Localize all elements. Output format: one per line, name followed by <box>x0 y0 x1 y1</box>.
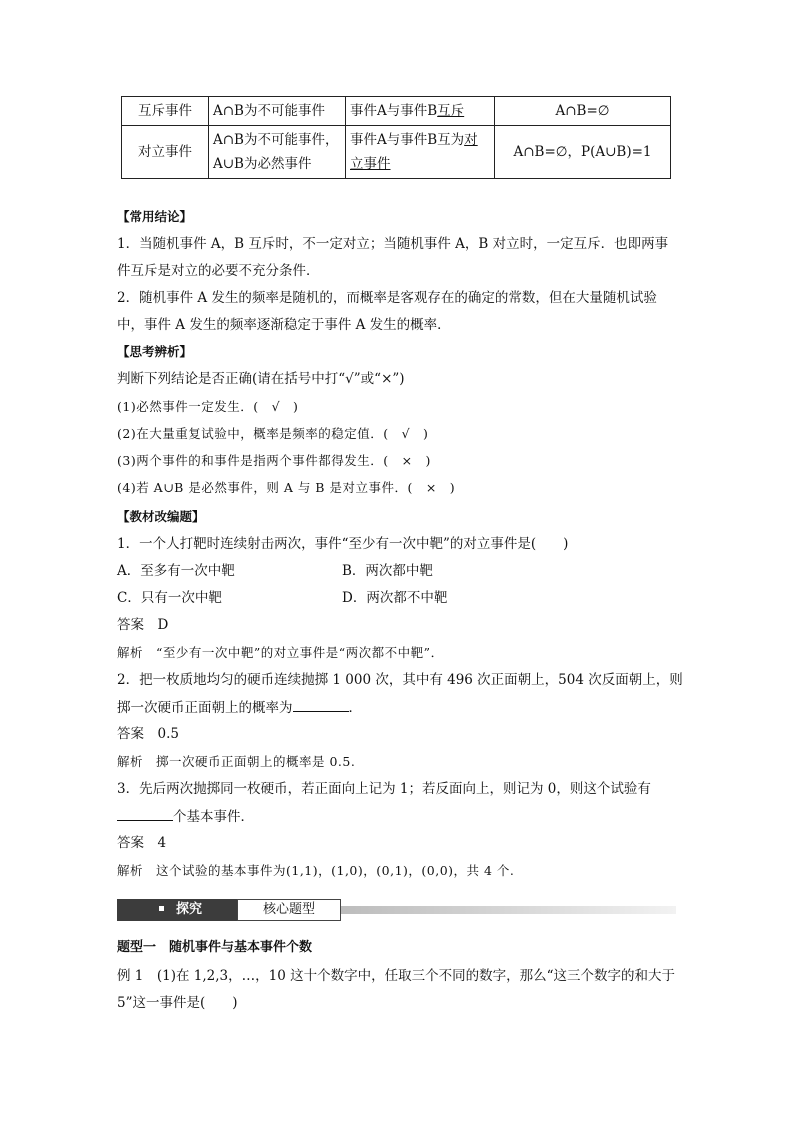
table-cell <box>122 97 209 126</box>
paragraph-line: 中，事件 A 发生的频率逐渐稳定于事件 A 发生的概率． <box>117 317 451 333</box>
judge-item: (3)两个事件的和事件是指两个事件都得发生．( × ) <box>117 453 431 468</box>
option-b: B．两次都中靶 <box>342 563 433 579</box>
table-cell <box>209 126 346 179</box>
section-banner <box>117 899 676 921</box>
option-c: C．只有一次中靶 <box>117 590 222 606</box>
banner-text: 探究 <box>176 902 203 917</box>
question-1: 1．一个人打靶时连续射击两次，事件“至少有一次中靶”的对立事件是( ) <box>117 536 569 552</box>
paragraph-line: 件互斥是对立的必要不充分条件． <box>117 263 320 279</box>
table-cell <box>122 126 209 179</box>
judge-item: (4)若 A∪B 是必然事件，则 A 与 B 是对立事件．( × ) <box>117 480 456 495</box>
banner-label-light: 核心题型 <box>237 899 341 921</box>
answer: 答案 D <box>117 617 169 633</box>
paragraph-line: 1．当随机事件 A，B 互斥时，不一定对立；当随机事件 A，B 对立时，一定互斥．也即两事 <box>117 236 669 252</box>
question-2: 2．把一枚质地均匀的硬币连续抛掷 1 000 次，其中有 496 次正面朝上，504 次反面朝上，则 <box>117 672 683 688</box>
event-relation-table <box>121 96 671 179</box>
square-icon <box>159 906 164 911</box>
cell-text: A∩B=∅ <box>555 103 610 119</box>
section-header-textbook: 【教材改编题】 <box>117 509 205 524</box>
question-3: 3．先后两次抛掷同一枚硬币，若正面向上记为 1；若反面向上，则记为 0，则这个试验有 <box>117 781 651 797</box>
cell-text: A∪B为必然事件 <box>213 156 312 172</box>
topic-title: 题型一 随机事件与基本事件个数 <box>117 940 313 955</box>
example-line: 例 1 (1)在 1,2,3，…，10 这十个数字中，任取三个不同的数字，那么“这三个数字的和大于 <box>117 968 676 984</box>
judge-item: (2)在大量重复试验中，概率是频率的稳定值．( √ ) <box>117 426 429 441</box>
option-d: D．两次都不中靶 <box>342 590 448 606</box>
cell-text: 事件A与事件B <box>350 103 438 119</box>
table-row <box>122 97 671 126</box>
cell-text: 对 <box>464 132 478 148</box>
cell-text: 互斥事件 <box>138 103 192 119</box>
analysis: 解析 掷一次硬币正面朝上的概率是 0.5. <box>117 754 356 769</box>
paragraph-line: 判断下列结论是否正确(请在括号中打“√”或“×”) <box>117 371 405 387</box>
section-header-conclusions: 【常用结论】 <box>117 209 193 224</box>
table-cell <box>495 126 671 179</box>
example-line: 5”这一事件是( ) <box>117 995 238 1011</box>
cell-text: A∩B为不可能事件 <box>213 103 325 119</box>
question-3-line2 <box>117 806 254 827</box>
analysis: 解析 “至少有一次中靶”的对立事件是“两次都不中靶”． <box>117 645 444 660</box>
cell-text: A∩B为不可能事件， <box>213 132 339 148</box>
table-cell <box>346 97 495 126</box>
table-cell <box>346 126 495 179</box>
analysis: 解析 这个试验的基本事件为(1,1)，(1,0)，(0,1)，(0,0)，共 4 个. <box>117 863 515 878</box>
question-text: 掷一次硬币正面朝上的概率为 <box>117 700 293 716</box>
answer-blank <box>293 697 349 712</box>
question-text: ． <box>348 700 362 716</box>
cell-text: 对立事件 <box>138 144 192 160</box>
section-header-thinking: 【思考辨析】 <box>117 344 193 359</box>
table-row <box>122 126 671 179</box>
table-cell <box>495 97 671 126</box>
cell-text: 事件A与事件B互为 <box>350 132 465 148</box>
question-2-line2 <box>117 697 362 718</box>
cell-text: A∩B=∅，P(A∪B)=1 <box>513 144 652 160</box>
option-a: A．至多有一次中靶 <box>117 563 235 579</box>
paragraph-line: 2．随机事件 A 发生的频率是随机的，而概率是客观存在的确定的常数，但在大量随机试验 <box>117 290 657 306</box>
answer-blank <box>117 806 173 821</box>
cell-text: 互斥 <box>437 103 465 119</box>
answer: 答案 0.5 <box>117 726 179 742</box>
table-cell <box>209 97 346 126</box>
banner-label-dark <box>117 899 237 921</box>
answer: 答案 4 <box>117 835 167 851</box>
cell-text: 立事件 <box>350 156 391 172</box>
question-text: 个基本事件． <box>173 809 254 825</box>
judge-item: (1)必然事件一定发生．( √ ) <box>117 399 299 414</box>
